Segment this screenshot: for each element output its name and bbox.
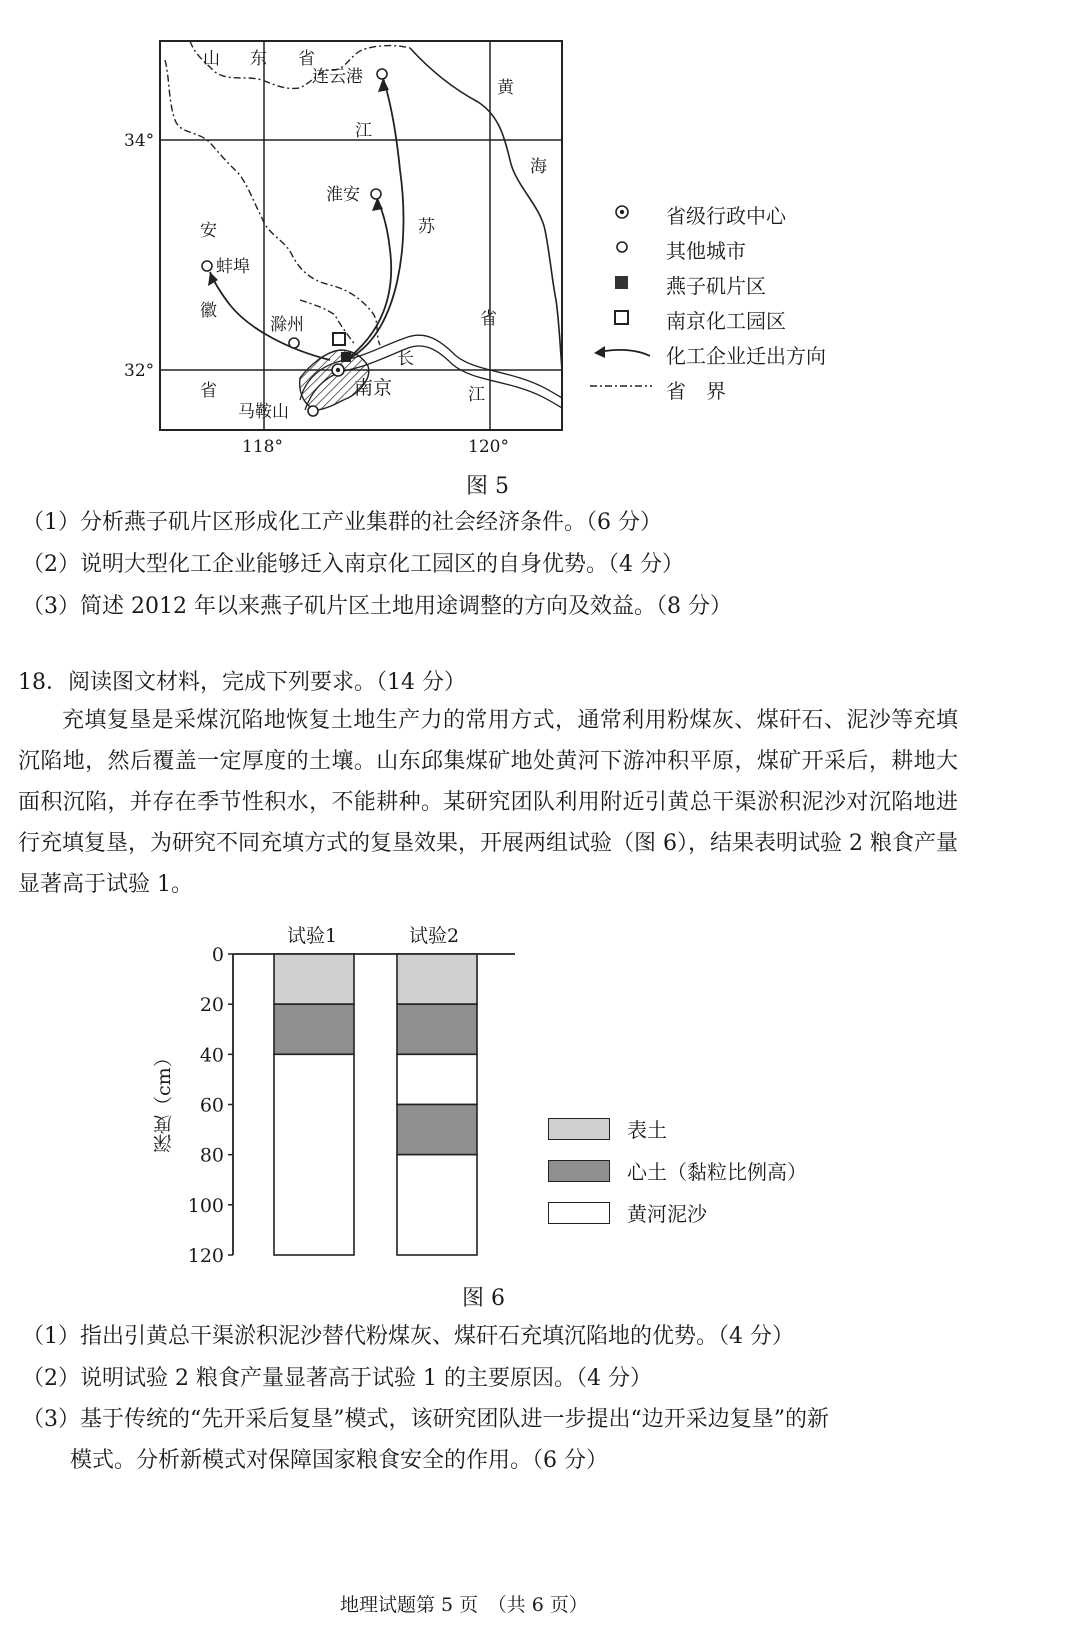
arrow-to-lianyungang (350, 78, 403, 358)
legend-other-city: 其他城市 (666, 239, 746, 263)
legend-swatch-yellow-river-sand (548, 1202, 610, 1224)
map-label-dong: 东 (250, 49, 267, 69)
bar-2-layer-2 (397, 1004, 477, 1054)
bar-2-layer-3 (397, 1054, 477, 1104)
nanjing-chem-park-icon (333, 333, 345, 345)
legend-relocation-direction: 化工企业迁出方向 (666, 344, 826, 368)
y-tick-label-20: 20 (199, 994, 224, 1017)
y-tick-label-100: 100 (187, 1194, 224, 1217)
map-label-chang: 长 (397, 349, 414, 369)
map-label-sheng-js: 省 (480, 309, 497, 329)
map-label-jiang-js: 江 (355, 121, 372, 141)
map-lon-120: 120° (468, 437, 509, 457)
bar-2-layer-5 (397, 1155, 477, 1255)
map-label-sheng-sd: 省 (298, 49, 315, 69)
figure5-caption: 图 5 (466, 474, 509, 499)
legend-topsoil: 表土 (627, 1118, 667, 1142)
legend-nanjing-chem-park: 南京化工园区 (666, 309, 786, 333)
q18-sub2: （2）说明试验 2 粮食产量显著高于试验 1 的主要原因。（4 分） (22, 1366, 652, 1391)
chuzhou-city-icon (289, 338, 299, 348)
q17-sub1: （1）分析燕子矶片区形成化工产业集群的社会经济条件。（6 分） (22, 510, 662, 535)
legend-swatch-subsoil (548, 1160, 610, 1182)
page-footer: 地理试题第 5 页 （共 6 页） (340, 1594, 588, 1616)
chart-y-axis-label: 深度（cm） (153, 1048, 175, 1154)
map-lon-118: 118° (242, 437, 283, 457)
map-label-sheng-ah: 省 (200, 381, 217, 401)
map-label-chuzhou: 滁州 (270, 315, 304, 335)
bengbu-city-icon (202, 261, 212, 271)
legend-province-border: 省 界 (666, 379, 726, 403)
bar-2-layer-4 (397, 1105, 477, 1155)
map-label-lianyungang: 连云港 (312, 67, 363, 87)
arrow-to-huaian (346, 198, 391, 360)
bar-2-layer-1 (397, 954, 477, 1004)
map-label-nanjing: 南京 (354, 377, 393, 399)
y-tick-label-60: 60 (199, 1094, 224, 1117)
figure6-chart (0, 930, 560, 1275)
map-label-shan: 山 (203, 49, 220, 69)
legend-yanziji-area: 燕子矶片区 (666, 274, 766, 298)
bar-1-layer-3 (274, 1054, 354, 1255)
q17-sub2: （2）说明大型化工企业能够迁入南京化工园区的自身优势。（4 分） (22, 552, 684, 577)
map-legend-icons (590, 206, 652, 386)
chart-category-label-1: 试验1 (287, 925, 338, 947)
y-tick-label-80: 80 (199, 1144, 224, 1167)
y-tick-label-40: 40 (199, 1044, 224, 1067)
map-label-an: 安 (200, 221, 217, 241)
q18-sub3-line2: 模式。分析新模式对保障国家粮食安全的作用。（6 分） (70, 1448, 608, 1473)
map-label-jiang-river: 江 (468, 385, 485, 405)
y-tick-label-0: 0 (211, 944, 224, 966)
q18-heading: 18．阅读图文材料，完成下列要求。（14 分） (18, 670, 466, 695)
legend-yellow-river-sand: 黄河泥沙 (627, 1202, 707, 1226)
figure5-map (0, 0, 1076, 470)
map-label-huang: 黄 (497, 78, 514, 98)
legend-provincial-center: 省级行政中心 (666, 204, 786, 228)
bar-1-layer-1 (274, 954, 354, 1004)
map-lat-34: 34° (124, 131, 155, 151)
map-label-bengbu: 蚌埠 (216, 257, 250, 277)
map-label-su: 苏 (418, 217, 435, 237)
relocation-arrow-legend-icon (600, 350, 650, 356)
q18-sub3-line1: （3）基于传统的“先开采后复垦”模式，该研究团队进一步提出“边开采边复垦”的新 (22, 1407, 829, 1432)
huaian-city-icon (371, 189, 381, 199)
legend-subsoil: 心土（黏粒比例高） (627, 1160, 807, 1184)
figure6-caption: 图 6 (462, 1286, 505, 1311)
nanjing-chem-park-legend-icon (615, 311, 628, 324)
other-city-icon (617, 242, 627, 252)
bar-1-layer-2 (274, 1004, 354, 1054)
legend-swatch-topsoil (548, 1118, 610, 1140)
map-label-hai: 海 (530, 157, 547, 177)
map-label-maanshan: 马鞍山 (238, 402, 289, 422)
map-label-huaian: 淮安 (326, 185, 360, 205)
q17-sub3: （3）简述 2012 年以来燕子矶片区土地用途调整的方向及效益。（8 分） (22, 594, 732, 619)
chart-category-label-2: 试验2 (409, 925, 460, 947)
q18-material: 充填复垦是采煤沉陷地恢复土地生产力的常用方式，通常利用粉煤灰、煤矸石、泥沙等充填沉陷地，然后覆盖一定厚度的土壤。山东邱集煤矿地处黄河下游冲积平原，煤矿开采后，耕地大面积沉陷，并存在季节性积水，不能耕种。某研究团队利用附近引黄总干渠淤积泥沙对沉陷地进行充填复垦，为研究不同充填方式的复垦效果，开展两组试验（图 6），结果表明试验 2 粮食产量显著高于试验 1。 (18, 708, 958, 897)
yanziji-area-legend-icon (615, 276, 628, 289)
map-lat-32: 32° (124, 361, 155, 381)
q18-sub1: （1）指出引黄总干渠淤积泥沙替代粉煤灰、煤矸石充填沉陷地的优势。（4 分） (22, 1324, 794, 1349)
map-label-hui: 徽 (200, 301, 217, 321)
lianyungang-city-icon (377, 69, 387, 79)
maanshan-city-icon (308, 406, 318, 416)
y-tick-label-120: 120 (187, 1245, 224, 1267)
